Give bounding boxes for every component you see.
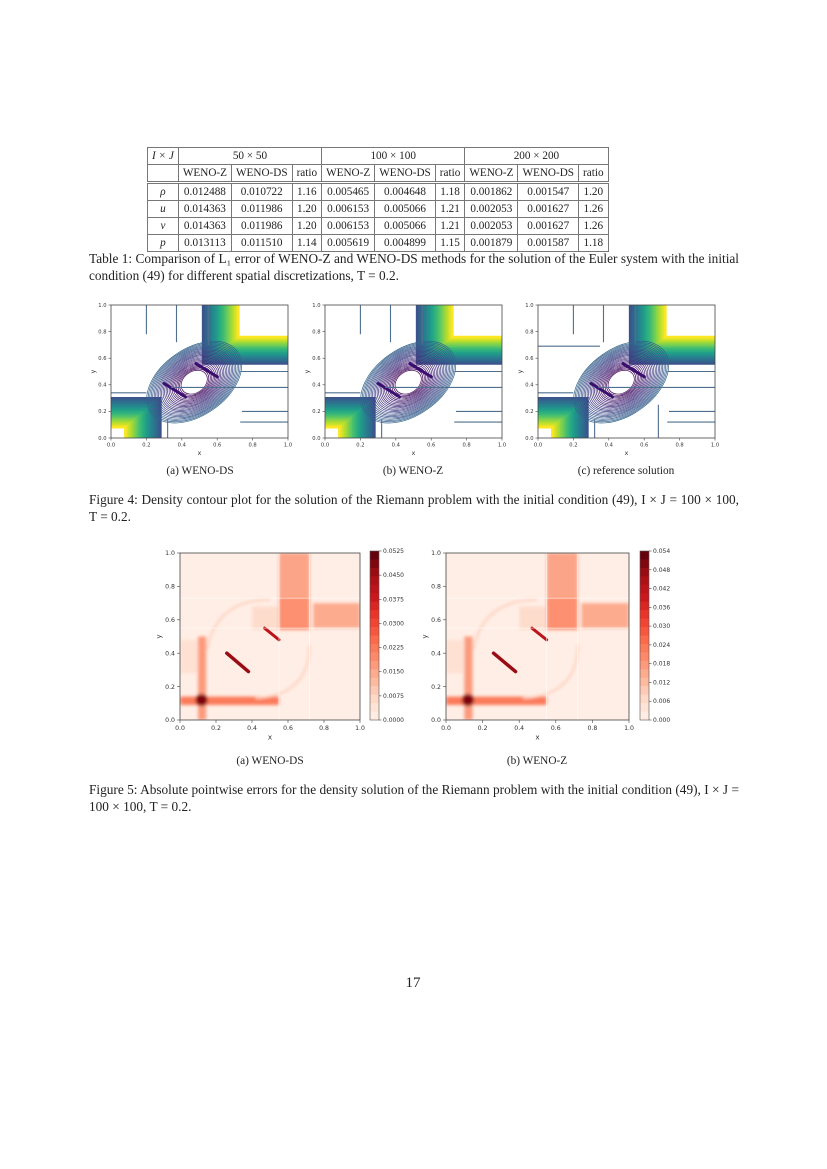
table-cell: 0.001879 [465, 235, 518, 252]
x-axis-label: x [267, 732, 273, 742]
col-header: WENO-Z [465, 165, 518, 183]
x-axis-label: x [535, 732, 540, 742]
table-cell: 0.002053 [465, 218, 518, 235]
error-heatmap-weno-z [420, 550, 634, 741]
y-tick-label: 0.4 [525, 382, 534, 389]
x-tick-label: 0.8 [462, 442, 471, 449]
colorbar-tick-label: 0.012 [653, 679, 671, 687]
y-tick-label: 0.0 [98, 435, 107, 442]
table-cell: 0.001627 [518, 218, 579, 235]
y-tick-label: 1.0 [431, 550, 441, 558]
y-axis-label: y [516, 369, 524, 374]
col-header: ratio [579, 165, 609, 183]
contour-plot-weno-z [304, 302, 506, 457]
colorbar-tick-label: 0.0150 [383, 668, 404, 676]
x-tick-label: 0.4 [247, 725, 257, 733]
x-tick-label: 0.6 [213, 442, 222, 449]
table-row [148, 201, 609, 218]
y-tick-label: 0.8 [165, 583, 175, 591]
colorbar-tick-label: 0.0375 [383, 596, 404, 604]
y-tick-label: 0.0 [312, 435, 321, 442]
y-tick-label: 0.4 [165, 650, 175, 658]
table-caption: Table 1: Comparison of L₁ error of WENO-Z and WENO-DS methods for the solution of the Euler system with the initial condition (49) for different spatial discretizations, T = 0.2. [89, 251, 739, 283]
x-tick-label: 0.0 [533, 442, 543, 449]
page-number: 17 [405, 975, 421, 991]
table-cell: 1.21 [435, 201, 465, 218]
fig4-subcaption-b: (b) WENO-Z [382, 465, 444, 477]
y-tick-label: 0.0 [165, 717, 175, 725]
colorbar-tick-label: 0.0075 [383, 692, 404, 700]
y-tick-label: 1.0 [525, 302, 534, 309]
y-tick-label: 0.2 [312, 409, 321, 416]
x-tick-label: 1.0 [283, 442, 293, 449]
y-tick-label: 0.0 [525, 435, 534, 442]
y-axis-label: y [89, 369, 97, 374]
colorbar [640, 548, 670, 724]
contour-plot-weno-ds [90, 302, 292, 457]
y-tick-label: 0.6 [165, 616, 175, 624]
y-axis-label: y [419, 634, 429, 639]
x-axis-label: x [624, 449, 629, 457]
col-header: WENO-DS [375, 165, 436, 183]
row-variable: p [148, 235, 179, 252]
colorbar-tick-label: 0.006 [653, 698, 671, 706]
error-heatmap-weno-ds [154, 550, 365, 741]
table-cell: 0.005619 [322, 235, 375, 252]
table-cell: 0.011986 [231, 218, 292, 235]
x-tick-label: 0.6 [427, 442, 436, 449]
table-cell: 1.20 [292, 218, 322, 235]
table-cell: 0.011986 [231, 201, 292, 218]
x-tick-label: 1.0 [624, 725, 634, 733]
fig4-subcaption-c: (c) reference solution [577, 465, 675, 477]
contour-plot-reference [517, 302, 719, 457]
group-header: 100 × 100 [322, 148, 465, 165]
y-tick-label: 0.6 [98, 356, 107, 363]
y-axis-label: y [153, 634, 163, 639]
table-cell: 0.006153 [322, 201, 375, 218]
group-header: 200 × 200 [465, 148, 608, 165]
table-cell: 0.010722 [231, 183, 292, 201]
col-header: ratio [292, 165, 322, 183]
x-tick-label: 0.4 [604, 442, 613, 449]
figure5-caption: Figure 5: Absolute pointwise errors for the density solution of the Riemann problem with the initial condition (49), I × J = 100 × 100, T = 0.2. [89, 782, 739, 814]
y-tick-label: 0.6 [431, 616, 441, 624]
colorbar-tick-label: 0.030 [653, 623, 671, 631]
x-tick-label: 0.2 [477, 725, 488, 733]
row-variable: u [148, 201, 179, 218]
x-tick-label: 0.2 [142, 442, 151, 449]
table-cell: 0.011510 [231, 235, 292, 252]
y-tick-label: 0.4 [431, 650, 441, 658]
x-tick-label: 0.8 [675, 442, 684, 449]
y-tick-label: 0.6 [312, 356, 321, 363]
table-cell: 0.006153 [322, 218, 375, 235]
table-cell: 0.012488 [178, 183, 231, 201]
col-header: WENO-Z [322, 165, 375, 183]
colorbar-tick-label: 0.0450 [383, 572, 404, 580]
table-cell: 0.014363 [178, 218, 231, 235]
table-cell: 1.16 [292, 183, 322, 201]
colorbar-tick-label: 0.0225 [383, 644, 404, 652]
colorbar-tick-label: 0.018 [653, 660, 671, 668]
x-tick-label: 1.0 [710, 442, 720, 449]
col-header: WENO-DS [231, 165, 292, 183]
table-cell: 1.20 [579, 183, 609, 201]
y-tick-label: 0.2 [98, 409, 107, 416]
table-cell: 0.001862 [465, 183, 518, 201]
table-cell: 0.005066 [375, 218, 436, 235]
col-header: WENO-DS [518, 165, 579, 183]
x-tick-label: 0.0 [175, 725, 185, 733]
table-cell: 1.26 [579, 218, 609, 235]
corner-label: I × J [148, 148, 179, 165]
table-cell: 1.18 [579, 235, 609, 252]
figure4-contour-plots [85, 298, 735, 463]
y-tick-label: 0.2 [525, 409, 534, 416]
x-tick-label: 0.8 [319, 725, 329, 733]
colorbar-tick-label: 0.054 [653, 548, 671, 555]
table-cell: 0.001547 [518, 183, 579, 201]
results-table [147, 147, 609, 252]
y-tick-label: 0.8 [525, 329, 534, 336]
x-tick-label: 0.6 [550, 725, 561, 733]
row-variable: ρ [148, 183, 179, 201]
x-tick-label: 0.6 [283, 725, 293, 733]
y-tick-label: 0.8 [312, 329, 321, 336]
figure4-caption: Figure 4: Density contour plot for the solution of the Riemann problem with the initial condition (49), I × J = 100 × 100, T = 0.2. [89, 492, 739, 524]
x-tick-label: 0.4 [391, 442, 400, 449]
group-header: 50 × 50 [178, 148, 321, 165]
table-cell: 0.005066 [375, 201, 436, 218]
fig4-subcaption-a: (a) WENO-DS [166, 465, 234, 477]
table-cell: 1.20 [292, 201, 322, 218]
x-tick-label: 0.2 [211, 725, 221, 733]
table-cell: 0.013113 [178, 235, 231, 252]
table-cell: 0.004648 [375, 183, 436, 201]
y-tick-label: 1.0 [165, 550, 175, 558]
colorbar-tick-label: 0.036 [653, 604, 671, 612]
x-tick-label: 0.0 [320, 442, 330, 449]
y-tick-label: 1.0 [98, 302, 107, 309]
col-header: WENO-Z [178, 165, 231, 183]
table-cell: 1.14 [292, 235, 322, 252]
empty-cell [148, 165, 179, 183]
y-tick-label: 1.0 [312, 302, 321, 309]
colorbar-tick-label: 0.0000 [383, 717, 404, 724]
x-tick-label: 0.6 [640, 442, 649, 449]
y-axis-label: y [303, 369, 311, 374]
y-tick-label: 0.4 [98, 382, 107, 389]
row-variable: v [148, 218, 179, 235]
y-tick-label: 0.8 [98, 329, 107, 336]
table-cell: 0.001587 [518, 235, 579, 252]
table-cell: 0.005465 [322, 183, 375, 201]
table-row [148, 235, 609, 252]
colorbar-tick-label: 0.000 [653, 717, 671, 724]
table-row [148, 183, 609, 201]
x-tick-label: 0.4 [514, 725, 525, 733]
fig5-subcaption-a: (a) WENO-DS [236, 755, 304, 767]
x-tick-label: 0.8 [587, 725, 598, 733]
x-tick-label: 0.2 [356, 442, 365, 449]
table-cell: 0.001627 [518, 201, 579, 218]
table-cell: 0.004899 [375, 235, 436, 252]
colorbar-tick-label: 0.0525 [383, 548, 404, 555]
table-cell: 0.002053 [465, 201, 518, 218]
fig5-subcaption-b: (b) WENO-Z [506, 755, 568, 767]
figure5-error-heatmaps [150, 540, 710, 745]
table-cell: 1.18 [435, 183, 465, 201]
y-tick-label: 0.2 [431, 683, 441, 691]
x-tick-label: 0.2 [569, 442, 578, 449]
x-tick-label: 0.8 [248, 442, 257, 449]
colorbar-tick-label: 0.042 [653, 585, 671, 593]
x-axis-label: x [411, 449, 416, 457]
x-tick-label: 1.0 [355, 725, 365, 733]
colorbar-tick-label: 0.048 [653, 566, 671, 574]
table-cell: 1.21 [435, 218, 465, 235]
table-cell: 1.26 [579, 201, 609, 218]
colorbar-tick-label: 0.024 [653, 641, 671, 649]
y-tick-label: 0.8 [431, 583, 441, 591]
col-header: ratio [435, 165, 465, 183]
y-tick-label: 0.4 [312, 382, 321, 389]
x-tick-label: 0.0 [441, 725, 451, 733]
x-tick-label: 1.0 [497, 442, 507, 449]
x-tick-label: 0.4 [177, 442, 186, 449]
y-tick-label: 0.2 [165, 683, 175, 691]
table-row [148, 218, 609, 235]
x-tick-label: 0.0 [106, 442, 116, 449]
x-axis-label: x [197, 449, 202, 457]
table-cell: 1.15 [435, 235, 465, 252]
colorbar-tick-label: 0.0300 [383, 620, 404, 628]
colorbar [370, 548, 404, 724]
y-tick-label: 0.6 [525, 356, 534, 363]
y-tick-label: 0.0 [431, 717, 441, 725]
table-cell: 0.014363 [178, 201, 231, 218]
